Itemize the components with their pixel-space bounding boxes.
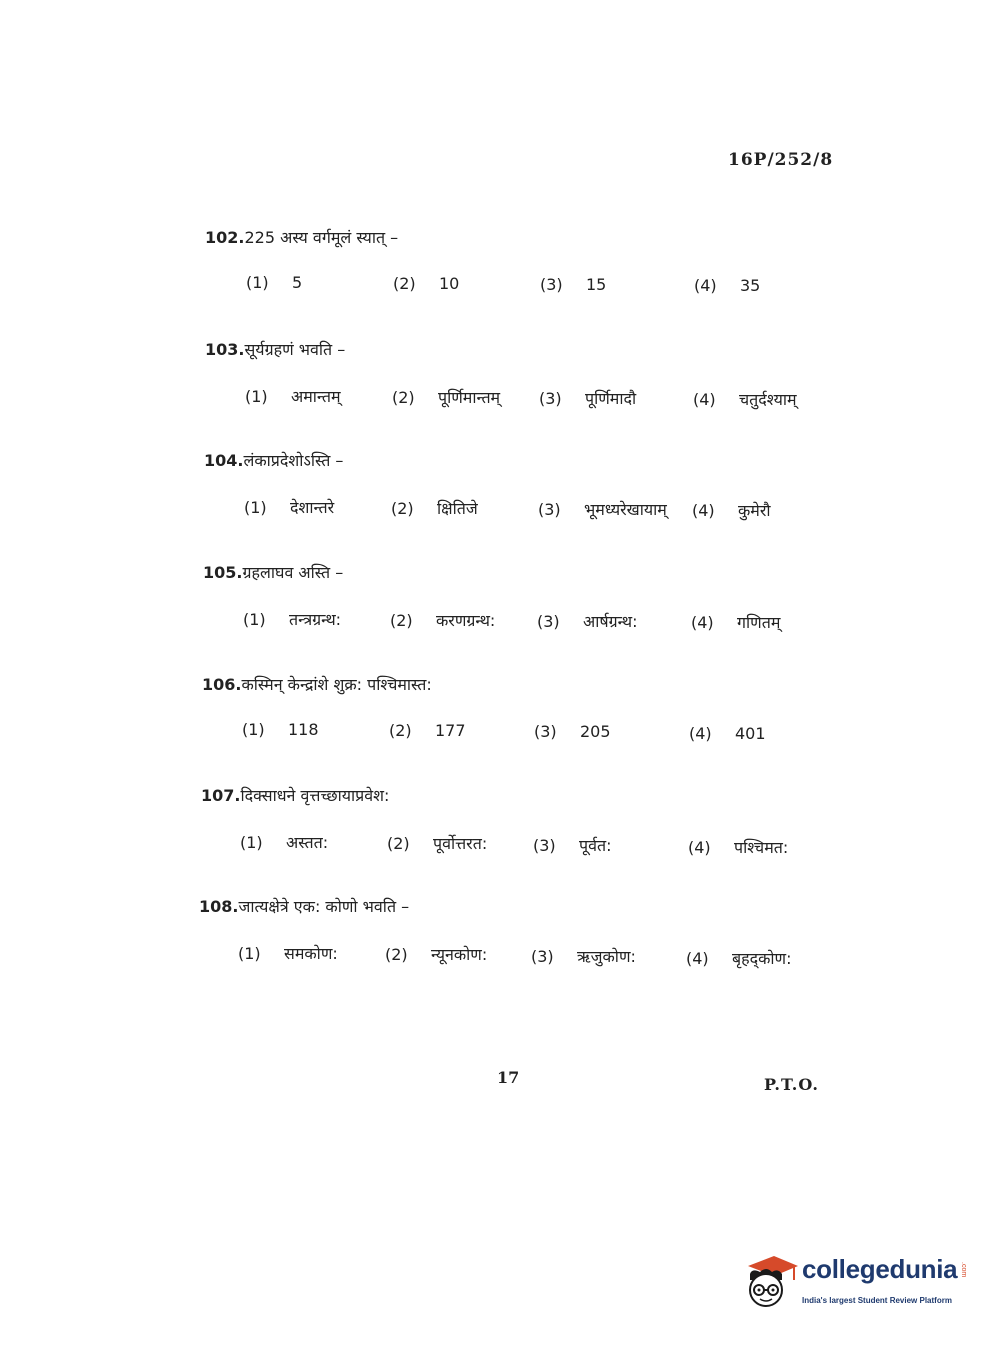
collegedunia-logo [742,1248,972,1314]
brand-tagline: India's largest Student Review Platform [802,1296,952,1305]
option-3: (3) 15 [540,275,607,294]
option-4: (4) चतुर्दश्याम् [693,390,797,409]
page-number: 17 [497,1068,520,1087]
brand-name: collegedunia [802,1254,958,1284]
option-1: (1) समकोण: [238,944,338,963]
question-103 [205,338,345,360]
question-number: 106. [202,675,242,694]
option-2: (2) 177 [389,721,466,740]
question-number: 107. [201,786,241,805]
question-text: दिक्साधने वृत्तच्छायाप्रवेश: [240,786,390,805]
question-number: 108. [199,897,239,916]
option-1: (1) अमान्तम् [245,387,341,406]
question-number: 105. [203,563,243,582]
option-3: (3) 205 [534,722,611,741]
option-1: (1) अस्तत: [240,833,329,852]
option-2: (2) न्यूनकोण: [385,945,488,964]
option-2: (2) 10 [393,274,460,293]
question-text: कस्मिन् केन्द्रांशे शुक्र: पश्चिमास्त: [241,675,432,694]
option-3: (3) पूर्णिमादौ [539,389,637,408]
option-3: (3) भूमध्यरेखायाम् [538,500,667,519]
option-1: (1) तन्त्रग्रन्थ: [243,610,342,629]
question-text: जात्यक्षेत्रे एक: कोणो भवति – [238,897,410,916]
option-2: (2) पूर्वोत्तरत: [387,834,488,853]
option-3: (3) पूर्वत: [533,836,612,855]
question-106 [202,673,432,695]
question-104 [204,449,343,471]
pto-label: P.T.O. [764,1075,819,1094]
mascot-icon [742,1248,800,1314]
option-3: (3) आर्षग्रन्थ: [537,612,638,631]
question-number: 104. [204,451,244,470]
question-107 [201,784,389,806]
question-number: 102. [205,228,245,247]
option-1: (1) 5 [246,273,303,292]
option-4: (4) 401 [689,724,766,743]
question-text: सूर्यग्रहणं भवति – [244,340,346,359]
paper-code: 16P/252/8 [728,150,834,170]
option-4: (4) पश्चिमत: [688,838,789,857]
question-number: 103. [205,340,245,359]
question-105 [203,561,343,583]
option-4: (4) 35 [694,276,761,295]
option-4: (4) बृहद्कोण: [686,949,792,968]
option-4: (4) गणितम् [691,613,781,632]
option-2: (2) करणग्रन्थ: [390,611,496,630]
option-3: (3) ऋजुकोण: [531,947,636,966]
question-text: 225 अस्य वर्गमूलं स्यात् – [244,228,399,247]
option-2: (2) पूर्णिमान्तम् [392,388,501,407]
option-1: (1) देशान्तरे [244,498,335,517]
question-108 [199,895,409,917]
option-1: (1) 118 [242,720,319,739]
question-text: लंकाप्रदेशोऽस्ति – [243,451,344,470]
question-102 [205,226,398,248]
brand-suffix: .com [960,1262,967,1278]
question-text: ग्रहलाघव अस्ति – [242,563,344,582]
option-2: (2) क्षितिजे [391,499,478,518]
option-4: (4) कुमेरौ [692,501,771,520]
